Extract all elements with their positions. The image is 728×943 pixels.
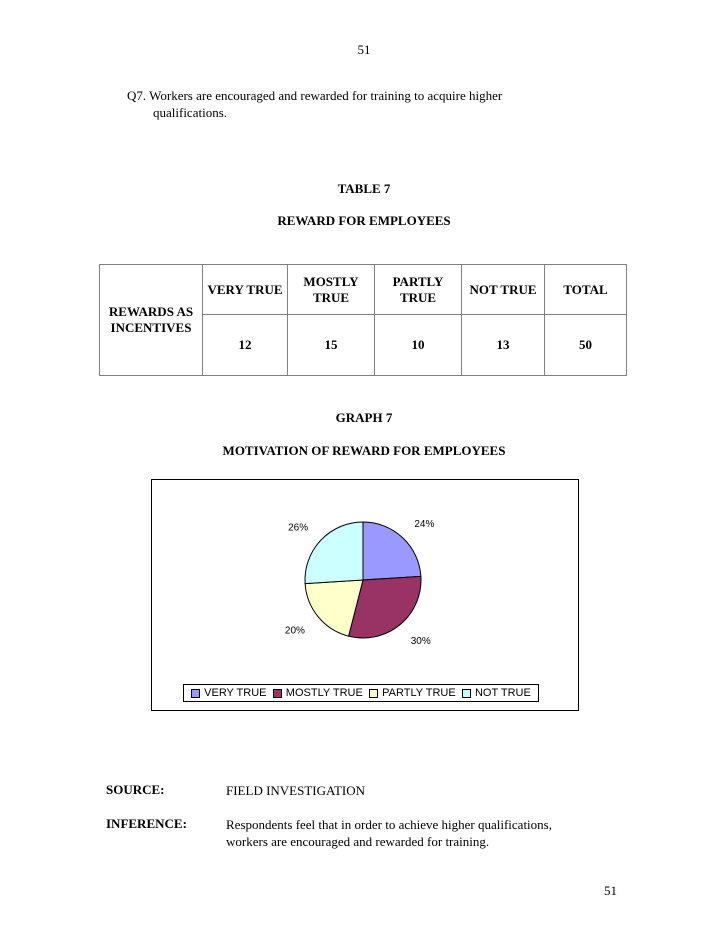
inference-label: INFERENCE: xyxy=(106,816,187,831)
legend-swatch xyxy=(369,689,378,698)
pie-chart xyxy=(151,479,579,679)
value-partly-true: 10 xyxy=(375,315,462,376)
header-total: TOTAL xyxy=(545,265,627,315)
header-not-true: NOT TRUE xyxy=(462,265,545,315)
pie-label-not-true: 26% xyxy=(288,522,309,534)
value-not-true: 13 xyxy=(462,315,545,376)
graph-caption: GRAPH 7 xyxy=(335,410,393,425)
legend-swatch xyxy=(191,689,200,698)
graph-title: MOTIVATION OF REWARD FOR EMPLOYEES xyxy=(222,443,506,458)
legend-item-not-true xyxy=(462,687,531,699)
source-text: FIELD INVESTIGATION xyxy=(226,783,366,798)
legend-label: MOSTLY TRUE xyxy=(285,687,363,699)
inference-line-1: Respondents feel that in order to achieve higher qualifications, xyxy=(226,817,552,832)
legend-swatch xyxy=(273,689,282,698)
legend-item-very-true xyxy=(191,687,266,699)
pie-label-partly-true: 20% xyxy=(284,625,305,637)
table-title: REWARD FOR EMPLOYEES xyxy=(277,213,451,228)
row-label: REWARDS AS INCENTIVES xyxy=(100,265,203,376)
legend-swatch xyxy=(462,689,471,698)
legend-item-partly-true xyxy=(369,687,456,699)
legend-label: NOT TRUE xyxy=(474,687,531,699)
pie-label-very-true: 24% xyxy=(414,519,435,531)
legend-item-mostly-true xyxy=(273,687,363,699)
value-mostly-true: 15 xyxy=(288,315,375,376)
pie-label-mostly-true: 30% xyxy=(410,636,431,648)
pie-slice-very-true xyxy=(363,522,421,580)
header-mostly-true: MOSTLY TRUE xyxy=(288,265,375,315)
value-very-true: 12 xyxy=(203,315,288,376)
inference-line-2: workers are encouraged and rewarded for training. xyxy=(226,834,490,849)
legend-label: VERY TRUE xyxy=(204,687,267,699)
page-number-top: 51 xyxy=(357,42,371,57)
pie-slice-not-true xyxy=(305,522,363,584)
value-total: 50 xyxy=(545,315,627,376)
chart-legend xyxy=(183,684,539,702)
header-partly-true: PARTLY TRUE xyxy=(375,265,462,315)
question-line-2: qualifications. xyxy=(153,105,228,120)
question-line-1: Q7. Workers are encouraged and rewarded for training to acquire higher xyxy=(127,88,503,103)
header-very-true: VERY TRUE xyxy=(203,265,288,315)
legend-label: PARTLY TRUE xyxy=(382,687,456,699)
reward-table xyxy=(99,264,627,376)
source-label: SOURCE: xyxy=(106,782,165,797)
inference-text xyxy=(226,816,552,850)
table-caption: TABLE 7 xyxy=(337,181,391,196)
question-text xyxy=(127,87,587,121)
page-number-bottom: 51 xyxy=(604,883,617,898)
